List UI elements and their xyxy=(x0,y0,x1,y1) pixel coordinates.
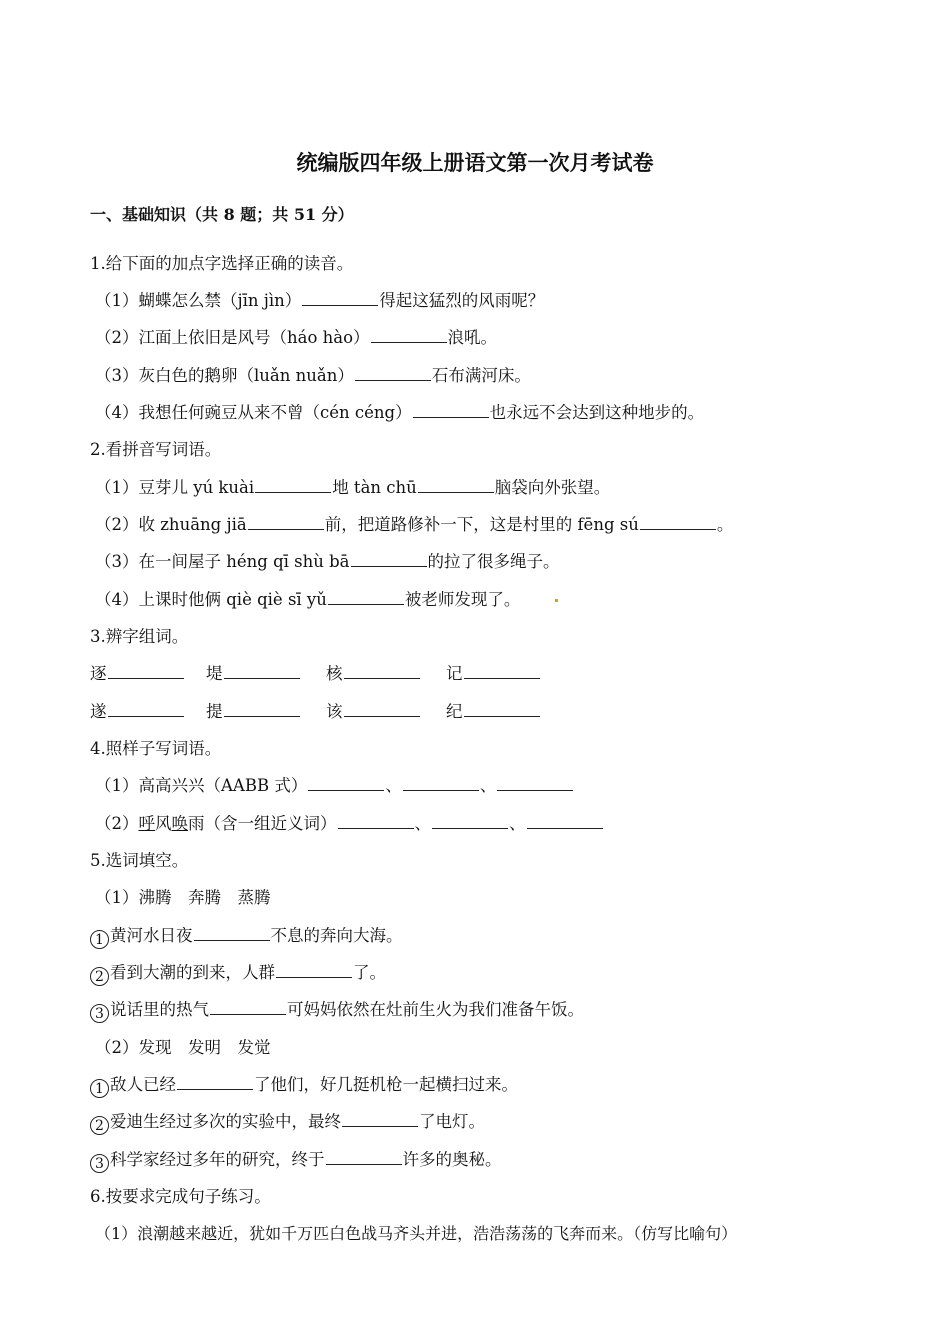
question-4-item-2: （2）呼风唤雨（含一组近义词） 、 、 xyxy=(95,812,604,836)
question-1-stem: 1.给下面的加点字选择正确的读音。 xyxy=(90,254,354,273)
answer-blank[interactable] xyxy=(432,812,508,829)
answer-blank[interactable] xyxy=(527,812,603,829)
question-3-stem: 3.辨字组词。 xyxy=(90,627,189,646)
circled-number: 2 xyxy=(90,1116,109,1135)
word-cell: 堤 xyxy=(206,662,301,686)
question-2-item-2: （2）收 zhuāng jiā 前，把道路修补一下，这是村里的 fēng sú 。 xyxy=(95,515,734,534)
answer-blank[interactable] xyxy=(326,1148,402,1165)
question-5-a-3: 3 说话里的热气 可妈妈依然在灶前生火为我们准备午饭。 xyxy=(90,998,584,1023)
question-5-a-2: 2 看到大潮的到来，人群 了。 xyxy=(90,961,386,986)
answer-blank[interactable] xyxy=(108,662,184,679)
answer-blank[interactable] xyxy=(210,998,286,1015)
question-4-item-1: （1）高高兴兴（AABB 式） 、 、 xyxy=(95,774,574,798)
answer-blank[interactable] xyxy=(464,700,540,717)
word-cell: 纪 xyxy=(446,700,541,724)
answer-blank[interactable] xyxy=(342,1110,418,1127)
answer-blank[interactable] xyxy=(355,364,431,381)
word-cell: 逐 xyxy=(90,662,185,686)
word-cell: 记 xyxy=(446,662,541,686)
answer-blank[interactable] xyxy=(248,513,324,530)
question-5-stem: 5.选词填空。 xyxy=(90,851,189,870)
answer-blank[interactable] xyxy=(224,662,300,679)
question-5-b-2: 2 爱迪生经过多次的实验中，最终 了电灯。 xyxy=(90,1110,485,1135)
question-2-item-4: （4）上课时他俩 qiè qiè sī yǔ 被老师发现了。 xyxy=(95,590,521,609)
answer-blank[interactable] xyxy=(497,774,573,791)
answer-blank[interactable] xyxy=(302,289,378,306)
answer-blank[interactable] xyxy=(224,700,300,717)
answer-blank[interactable] xyxy=(177,1073,253,1090)
answer-blank[interactable] xyxy=(371,326,447,343)
question-5-b-1: 1 敌人已经 了他们，好几挺机枪一起横扫过来。 xyxy=(90,1073,518,1098)
answer-blank[interactable] xyxy=(255,476,331,493)
circled-number: 3 xyxy=(90,1154,109,1173)
word-cell: 该 xyxy=(326,700,421,724)
answer-blank[interactable] xyxy=(403,774,479,791)
question-2-item-1: （1）豆芽儿 yú kuài 地 tàn chū 脑袋向外张望。 xyxy=(95,478,611,497)
answer-blank[interactable] xyxy=(344,662,420,679)
word-cell: 提 xyxy=(206,700,301,724)
circled-number: 2 xyxy=(90,967,109,986)
question-5-a-1: 1 黄河水日夜 不息的奔向大海。 xyxy=(90,924,403,949)
answer-blank[interactable] xyxy=(418,476,494,493)
page-title: 统编版四年级上册语文第一次月考试卷 xyxy=(296,150,654,175)
question-1-item-2: （2）江面上依旧是风号（háo hào） 浪吼。 xyxy=(95,328,498,347)
answer-blank[interactable] xyxy=(413,401,489,418)
answer-blank[interactable] xyxy=(640,513,716,530)
question-2-stem: 2.看拼音写词语。 xyxy=(90,440,222,459)
answer-blank[interactable] xyxy=(108,700,184,717)
question-1-item-3: （3）灰白色的鹅卵（luǎn nuǎn） 石布满河床。 xyxy=(95,366,531,385)
question-1-item-1: （1）蝴蝶怎么禁（jīn jìn） 得起这猛烈的风雨呢？ xyxy=(95,291,545,310)
answer-blank[interactable] xyxy=(344,700,420,717)
word-cell: 遂 xyxy=(90,700,185,724)
circled-number: 3 xyxy=(90,1004,109,1023)
question-5-group-1: （1）沸腾 奔腾 蒸腾 xyxy=(95,888,271,907)
answer-blank[interactable] xyxy=(328,588,404,605)
question-6-item-1: （1）浪潮越来越近，犹如千万匹白色战马齐头并进，浩浩荡荡的飞奔而来。（仿写比喻句） xyxy=(95,1224,738,1243)
section-heading: 一、基础知识（共 8 题；共 51 分） xyxy=(90,205,354,224)
question-5-group-2: （2）发现 发明 发觉 xyxy=(95,1038,271,1057)
answer-blank[interactable] xyxy=(338,812,414,829)
answer-blank[interactable] xyxy=(464,662,540,679)
answer-blank[interactable] xyxy=(308,774,384,791)
question-6-stem: 6.按要求完成句子练习。 xyxy=(90,1187,271,1206)
question-5-b-3: 3 科学家经过多年的研究，终于 许多的奥秘。 xyxy=(90,1148,502,1173)
answer-blank[interactable] xyxy=(194,924,270,941)
circled-number: 1 xyxy=(90,1079,109,1098)
question-2-item-3: （3）在一间屋子 héng qī shù bā 的拉了很多绳子。 xyxy=(95,552,560,571)
stray-mark xyxy=(555,599,558,602)
circled-number: 1 xyxy=(90,930,109,949)
word-cell: 核 xyxy=(326,662,421,686)
answer-blank[interactable] xyxy=(351,550,427,567)
answer-blank[interactable] xyxy=(276,961,352,978)
question-4-stem: 4.照样子写词语。 xyxy=(90,739,222,758)
question-1-item-4: （4）我想任何豌豆从来不曾（cén céng） 也永远不会达到这种地步的。 xyxy=(95,403,705,422)
